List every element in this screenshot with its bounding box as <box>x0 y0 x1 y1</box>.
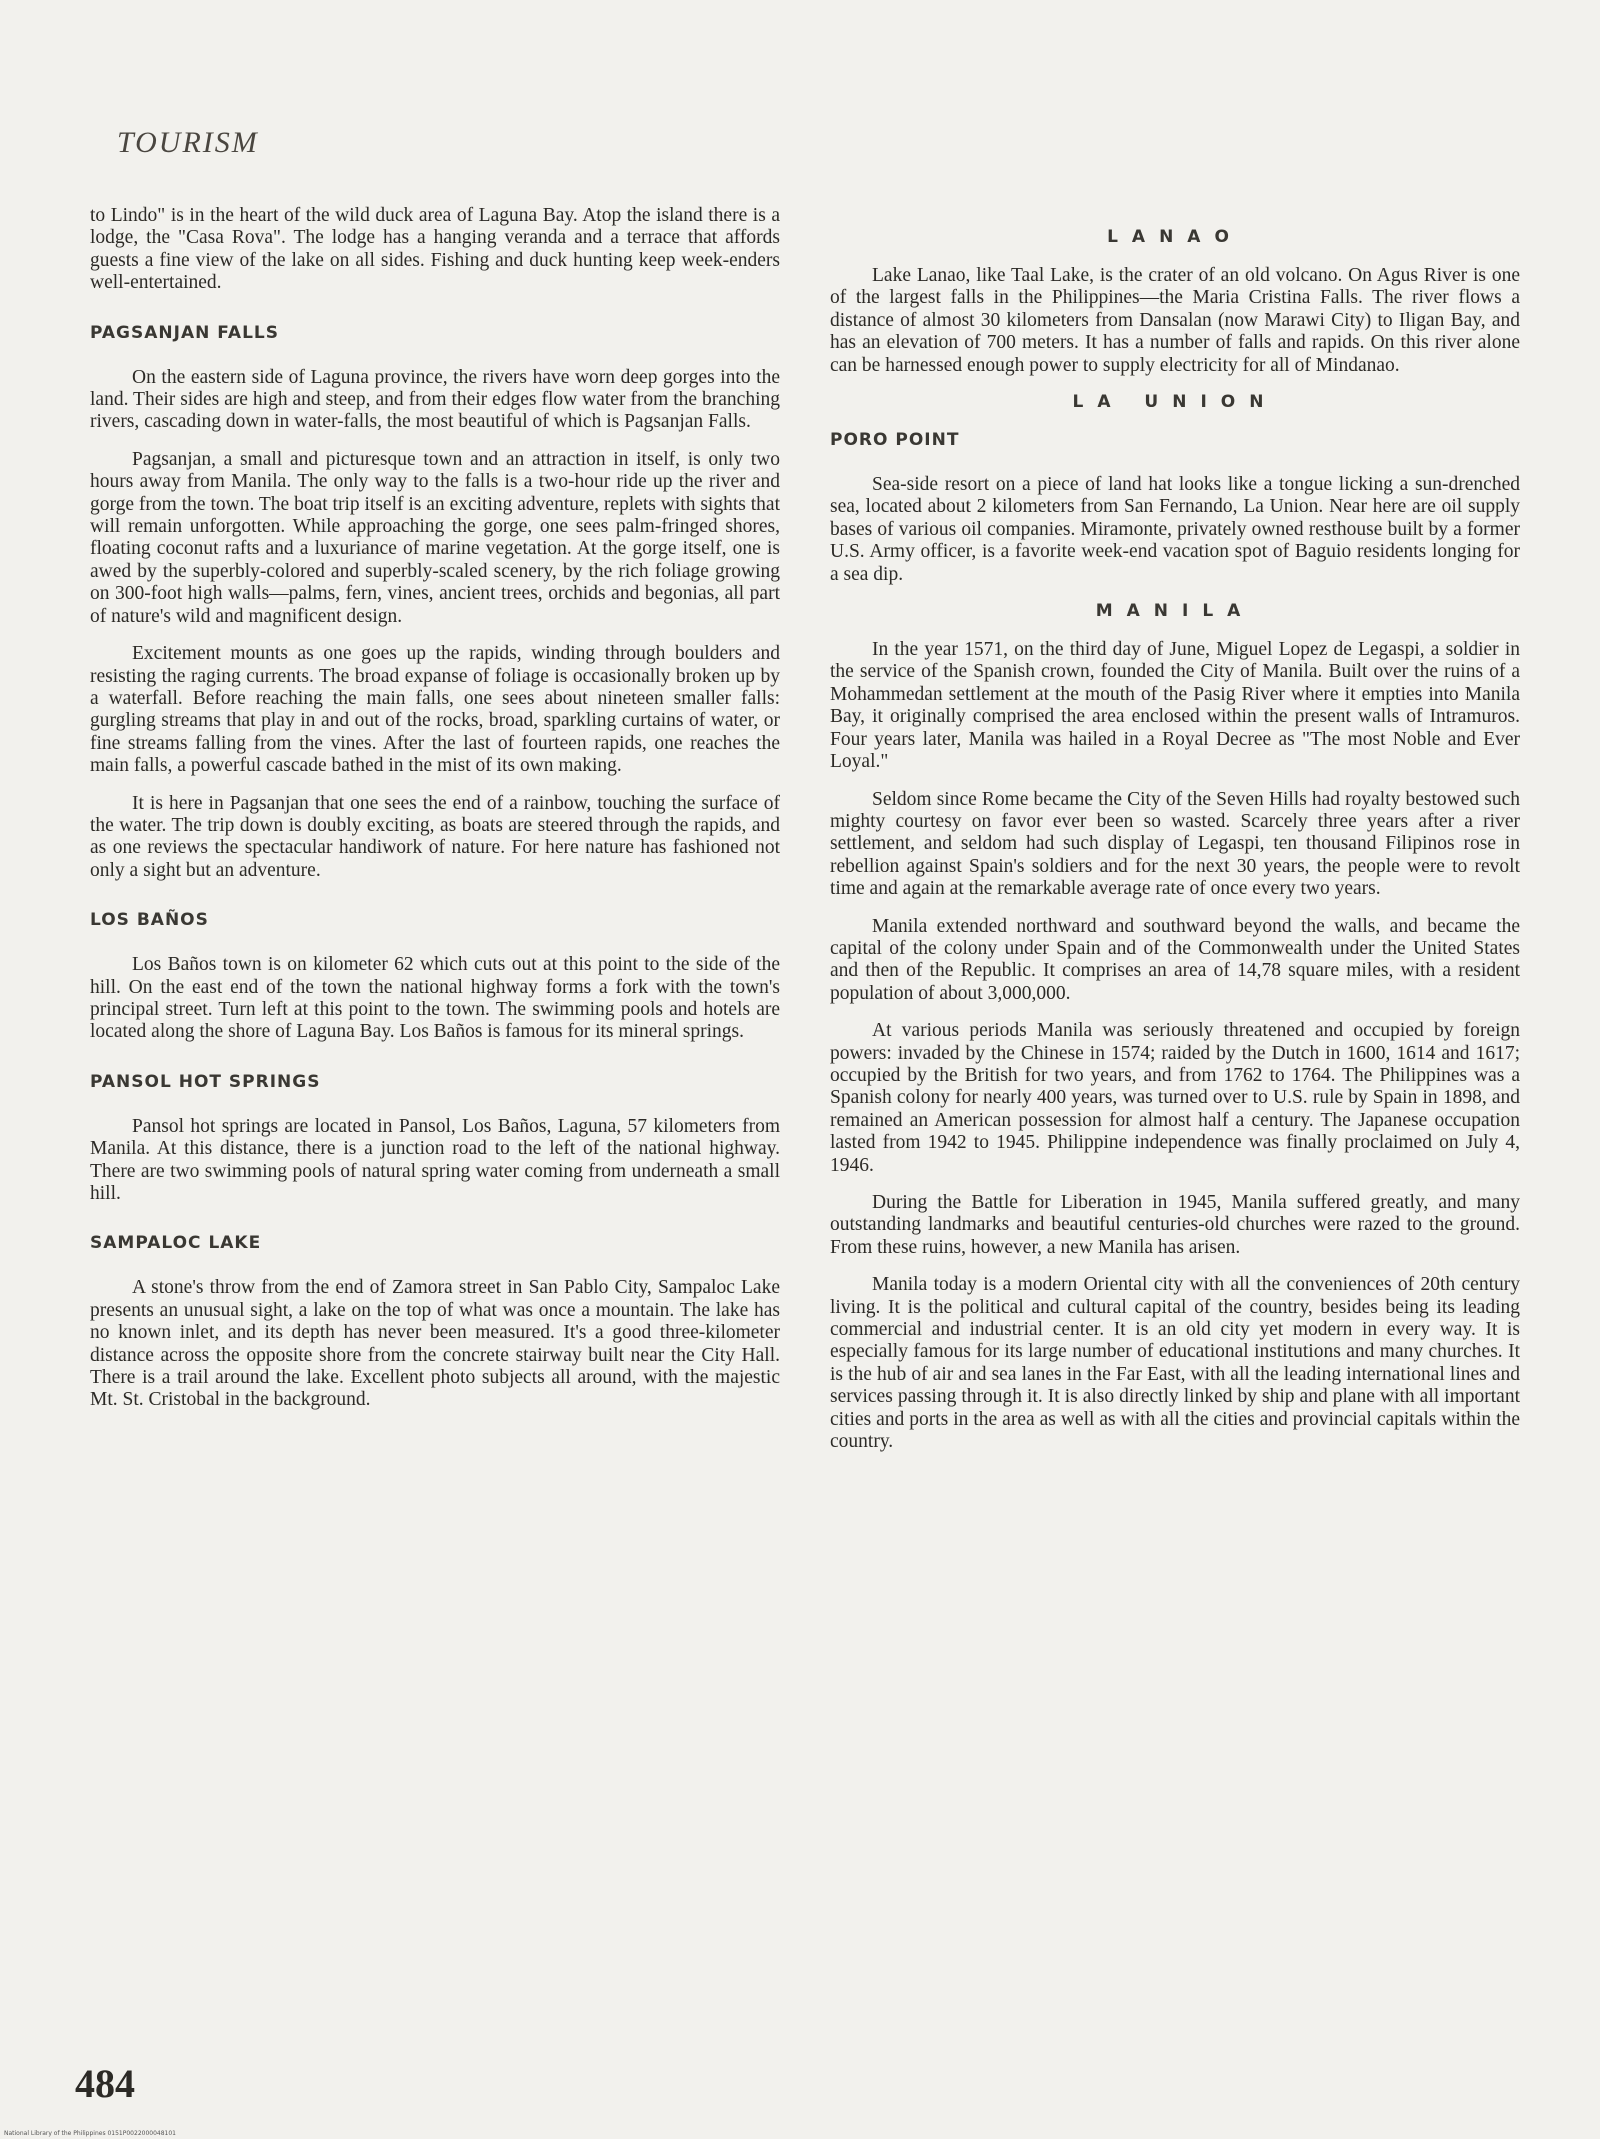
paragraph: At various periods Manila was seriously threatened and occupied by foreign powers: invaded by the Chinese in 1574; raided by the Dutch in 1600, 1614 and 1617; occupied by the British for two years, and from 1762 to 1764. The Philippines was a Spanish colony for nearly 400 years, was turned over to U.S. rule by Spain in 1898, and remained an American possession for almost half a century. The Japanese occupation lasted from 1942 to 1945. Philippine independence was finally proclaimed on July 4, 1946. <box>830 1020 1520 1176</box>
paragraph: On the eastern side of Laguna province, the rivers have worn deep gorges into the land. Their sides are high and steep, and from their edges flow water from the branching rivers, cascading down in water-falls, the most beautiful of which is Pagsanjan Falls. <box>90 366 780 433</box>
left-column <box>90 205 780 1427</box>
region-heading-la-union: LA UNION <box>1072 392 1278 413</box>
paragraph: Manila today is a modern Oriental city with all the conveniences of 20th century living. It is the political and cultural capital of the country, besides being its leading commercial and industrial center. It is an old city yet modern in every way. It is especially famous for its large number of educational institutions and many churches. It is the hub of air and sea lanes in the Far East, with all the leading international lines and services passing through it. It is also directly linked by ship and plane with all important cities and ports in the area as well as with all the cities and provincial capitals within the country. <box>830 1274 1520 1453</box>
running-head: TOURISM <box>117 126 259 159</box>
section-heading-sampaloc: SAMPALOC LAKE <box>90 1233 262 1254</box>
paragraph: In the year 1571, on the third day of June, Miguel Lopez de Legaspi, a soldier in the service of the Spanish crown, founded the City of Manila. Built over the ruins of a Mohammedan settlement at the mouth of the Pasig River where it empties into Manila Bay, it originally comprised the area enclosed within the present walls of Intramuros. Four years later, Manila was hailed in a Royal Decree as "The most Noble and Ever Loyal." <box>830 639 1520 773</box>
right-column <box>830 213 1520 1468</box>
footer-note: National Library of the Philippines 0151P0022000048101 <box>4 2130 176 2137</box>
paragraph: Los Baños town is on kilometer 62 which cuts out at this point to the side of the hill. On the east end of the town the national highway forms a fork with the town's principal street. Turn left at this point to the town. The swimming pools and hotels are located along the shore of Laguna Bay. Los Baños is famous for its mineral springs. <box>90 954 780 1043</box>
region-heading-lanao: LANAO <box>1107 227 1243 247</box>
section-heading-poro-point: PORO POINT <box>830 430 960 451</box>
paragraph: During the Battle for Liberation in 1945, Manila suffered greatly, and many outstanding landmarks and beautiful centuries-old churches were razed to the ground. From these ruins, however, a new Manila has arisen. <box>830 1192 1520 1258</box>
paragraph: Pansol hot springs are located in Pansol, Los Baños, Laguna, 57 kilometers from Manila. At this distance, there is a junction road to the left of the national highway. There are two swimming pools of natural spring water coming from underneath a small hill. <box>90 1115 780 1204</box>
paragraph: Manila extended northward and southward beyond the walls, and became the capital of the colony under Spain and of the Commonwealth under the United States and then of the Republic. It comprises an area of 14,78 square miles, with a resident population of about 3,000,000. <box>830 915 1520 1004</box>
page-number: 484 <box>75 2061 135 2106</box>
section-heading-pagsanjan: PAGSANJAN FALLS <box>90 322 279 343</box>
paragraph: A stone's throw from the end of Zamora street in San Pablo City, Sampaloc Lake presents an unusual sight, a lake on the top of what was once a mountain. The lake has no known inlet, and its depth has never been measured. It's a good three-kilometer distance across the opposite shore from the concrete stairway built near the City Hall. There is a trail around the lake. Excellent photo subjects all around, with the majestic Mt. St. Cristobal in the background. <box>90 1277 780 1411</box>
paragraph: It is here in Pagsanjan that one sees the end of a rainbow, touching the surface of the water. The trip down is doubly exciting, as boats are steered through the rapids, and as one reviews the spectacular handiwork of nature. For here nature has fashioned not only a sight but an adventure. <box>90 792 780 881</box>
paragraph: Excitement mounts as one goes up the rapids, winding through boulders and resisting the raging currents. The broad expanse of foliage is occasionally broken up by a waterfall. Before reaching the main falls, one sees about nineteen smaller falls: gurgling streams that play in and out of the rocks, broad, sparkling curtains of water, or fine streams falling from the vines. After the last of fourteen rapids, one reaches the main falls, a powerful cascade bathed in the mist of its own making. <box>90 643 780 777</box>
paragraph: Lake Lanao, like Taal Lake, is the crater of an old volcano. On Agus River is one of the largest falls in the Philippines—the Maria Cristina Falls. The river flows a distance of almost 30 kilometers from Dansalan (now Marawi City) to Iligan Bay, and has an elevation of 700 meters. It has a number of falls and rapids. On this river alone can be harnessed enough power to supply electricity for all of Mindanao. <box>830 265 1520 376</box>
region-heading-manila: MANILA <box>1095 601 1255 622</box>
section-heading-los-banos: LOS BAÑOS <box>90 910 209 931</box>
paragraph: Pagsanjan, a small and picturesque town and an attraction in itself, is only two hours away from Manila. The only way to the falls is a two-hour ride up the river and gorge from the town. The boat trip itself is an exciting adventure, replets with sights that will remain unforgotten. While approaching the gorge, one sees palm-fringed shores, floating coconut rafts and a luxuriance of marine vegetation. At the gorge itself, one is awed by the superbly-colored and superbly-scaled scenery, by the rich foliage growing on 300-foot high walls—palms, fern, vines, ancient trees, orchids and begonias, all part of nature's wild and magnificent design. <box>90 448 780 627</box>
intro-paragraph: to Lindo" is in the heart of the wild duck area of Laguna Bay. Atop the island there is a lodge, the "Casa Rova". The lodge has a hanging veranda and a terrace that affords guests a fine view of the lake on all sides. Fishing and duck hunting keep week-enders well-entertained. <box>90 205 780 294</box>
section-heading-pansol: PANSOL HOT SPRINGS <box>90 1071 321 1092</box>
paragraph: Seldom since Rome became the City of the Seven Hills had royalty bestowed such mighty courtesy on favor ever been so wasted. Scarcely three years after a river settlement, and seldom had such display of Legaspi, ten thousand Filipinos rose in rebellion against Spain's soldiers and for the next 30 years, the people were to revolt time and again at the remarkable average rate of once every two years. <box>830 788 1520 900</box>
paragraph: Sea-side resort on a piece of land hat looks like a tongue licking a sun-drenched sea, located about 2 kilometers from San Fernando, La Union. Near here are oil supply bases of various oil companies. Miramonte, privately owned resthouse built by a former U.S. Army officer, is a favorite week-end vacation spot of Baguio residents longing for a sea dip. <box>830 474 1520 585</box>
